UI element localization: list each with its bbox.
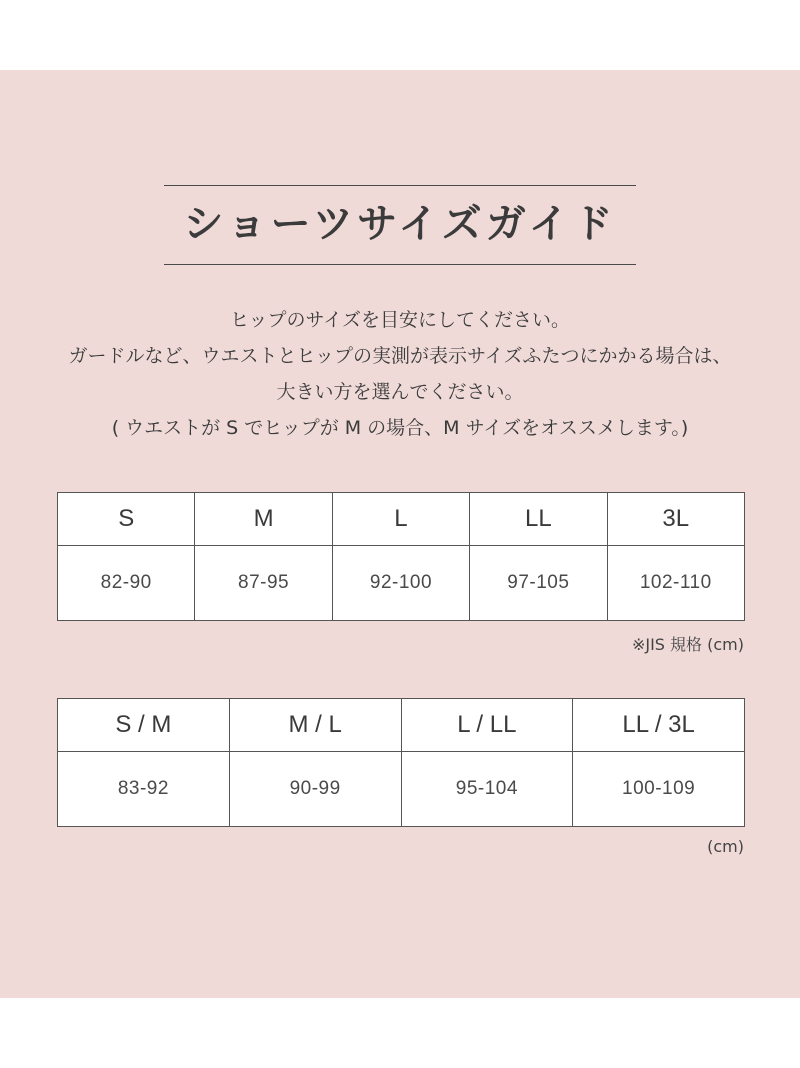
hip-range-cell: 97-105 bbox=[470, 546, 607, 621]
title-rule-bottom bbox=[164, 264, 636, 265]
hip-range-cell: 83-92 bbox=[58, 752, 230, 827]
table-header-row bbox=[58, 493, 745, 546]
size-header-cell: 3L bbox=[607, 493, 744, 546]
size-header-cell: L / LL bbox=[401, 699, 573, 752]
table-header-row bbox=[58, 699, 745, 752]
size-header-cell: S / M bbox=[58, 699, 230, 752]
intro-line: ( ウエストが S でヒップが M の場合、M サイズをオススメします。) bbox=[111, 417, 689, 439]
table-row bbox=[58, 546, 745, 621]
intro-line: 大きい方を選んでください。 bbox=[276, 381, 524, 403]
intro-line: ガードルなど、ウエストとヒップの実測が表示サイズふたつにかかる場合は、 bbox=[68, 345, 732, 367]
size-table-single bbox=[57, 492, 745, 621]
hip-range-cell: 90-99 bbox=[229, 752, 401, 827]
title-rule-top bbox=[164, 185, 636, 186]
guide-panel bbox=[0, 70, 800, 998]
page-title: ショーツサイズガイド bbox=[183, 201, 617, 247]
hip-range-cell: 87-95 bbox=[195, 546, 332, 621]
unit-note: (cm) bbox=[707, 837, 744, 856]
size-header-cell: S bbox=[58, 493, 195, 546]
size-header-cell: LL / 3L bbox=[573, 699, 745, 752]
hip-range-cell: 92-100 bbox=[332, 546, 469, 621]
intro-text bbox=[0, 302, 800, 446]
hip-range-cell: 100-109 bbox=[573, 752, 745, 827]
size-header-cell: L bbox=[332, 493, 469, 546]
hip-range-cell: 102-110 bbox=[607, 546, 744, 621]
size-header-cell: LL bbox=[470, 493, 607, 546]
size-header-cell: M bbox=[195, 493, 332, 546]
table-row bbox=[58, 752, 745, 827]
size-table-combined bbox=[57, 698, 745, 827]
jis-note: ※JIS 規格 (cm) bbox=[631, 635, 744, 654]
hip-range-cell: 82-90 bbox=[58, 546, 195, 621]
hip-range-cell: 95-104 bbox=[401, 752, 573, 827]
size-header-cell: M / L bbox=[229, 699, 401, 752]
intro-line: ヒップのサイズを目安にしてください。 bbox=[230, 309, 570, 331]
